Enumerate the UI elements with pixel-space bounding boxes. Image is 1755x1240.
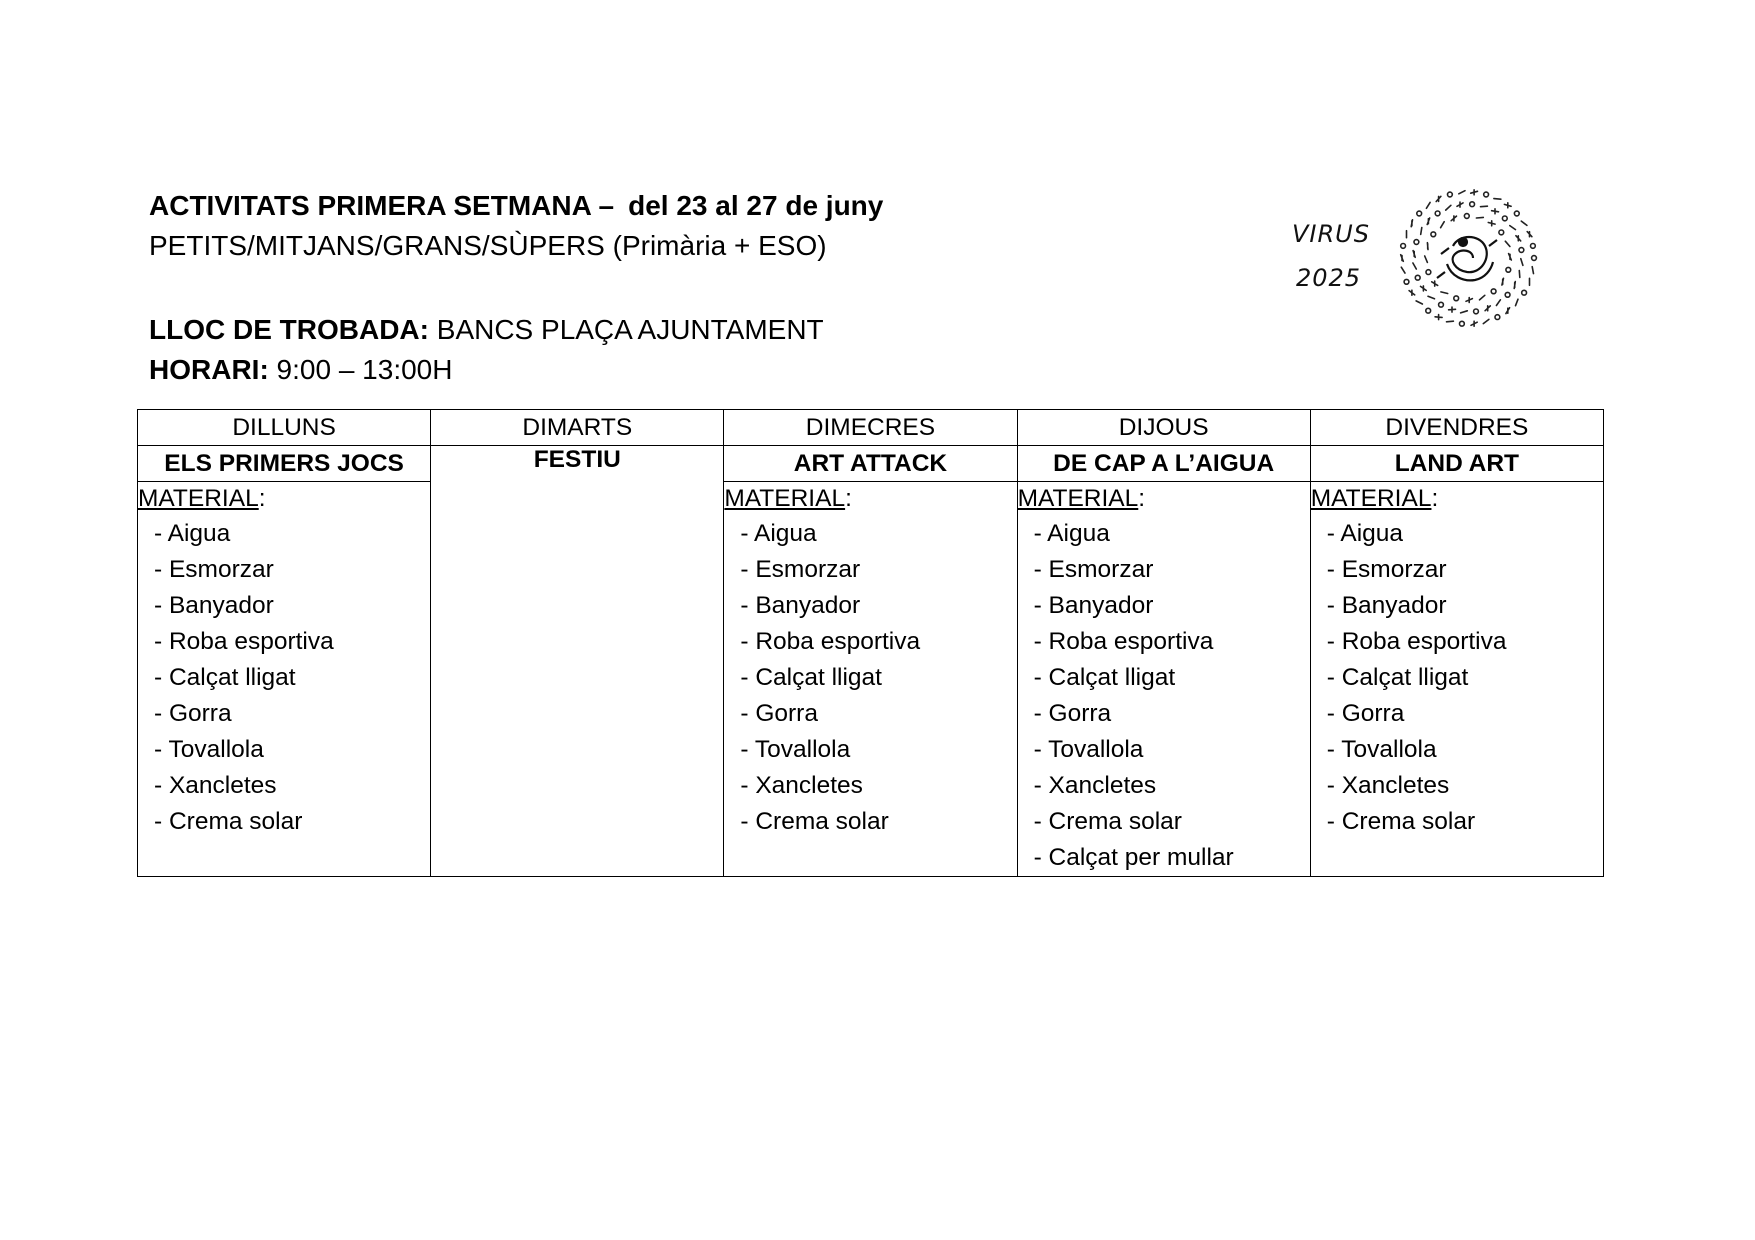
- logo-doodle-mark: [1474, 309, 1479, 314]
- material-label: MATERIAL: [1017, 485, 1139, 512]
- schedule-hours-label: HORARI:: [149, 354, 269, 385]
- logo-doodle-mark: [1415, 275, 1420, 280]
- material-colon: :: [1138, 485, 1146, 512]
- material-item: - Calçat lligat: [1033, 664, 1176, 691]
- logo-doodle-mark: [1499, 230, 1504, 235]
- activity-dijous: DE CAP A L’AIGUA: [1017, 446, 1310, 482]
- material-item: - Calçat lligat: [1326, 664, 1469, 691]
- logo-doodle-mark: [1427, 218, 1430, 225]
- logo-doodle-mark: [1480, 295, 1485, 300]
- logo-doodle-mark: [1476, 217, 1483, 218]
- logo-doodle-mark: [1521, 259, 1523, 266]
- material-list-divendres: [1311, 516, 1603, 840]
- material-item: - Aigua: [740, 520, 817, 547]
- logo-doodle-mark: [1421, 286, 1427, 291]
- materials-cell-dilluns: [138, 482, 431, 877]
- material-item: - Esmorzar: [154, 556, 274, 583]
- logo-doodle-mark: [1425, 256, 1428, 262]
- logo-doodle-mark: [1451, 216, 1456, 221]
- material-item: - Crema solar: [1326, 808, 1476, 835]
- day-header-dimarts: DIMARTS: [431, 410, 724, 446]
- logo-doodle-mark: [1516, 299, 1519, 306]
- logo-doodle-mark: [1504, 203, 1511, 208]
- material-list-dilluns: [138, 516, 430, 840]
- material-colon: :: [1431, 485, 1439, 512]
- material-item: - Xancletes: [154, 772, 277, 799]
- logo-doodle-mark: [1413, 251, 1415, 258]
- material-list-dijous: [1018, 516, 1310, 876]
- title-dates: del 23 al 27 de juny: [628, 190, 884, 221]
- material-item: - Calçat lligat: [154, 664, 296, 691]
- logo-doodle-mark: [1409, 290, 1415, 295]
- logo-doodle-mark: [1483, 319, 1489, 323]
- logo-doodle-mark: [1495, 315, 1500, 320]
- logo-doodle-mark: [1454, 296, 1459, 301]
- logo-doodle-mark: [1426, 202, 1430, 208]
- material-colon: :: [258, 485, 266, 512]
- logo-doodle-mark: [1404, 279, 1409, 284]
- meeting-place-label: LLOC DE TROBADA:: [149, 314, 429, 345]
- logo-doodle-mark: [1414, 240, 1419, 245]
- logo-doodle-mark: [1459, 191, 1465, 194]
- logo-doodle-mark: [1491, 289, 1496, 294]
- material-item: - Crema solar: [154, 808, 303, 835]
- material-label: MATERIAL: [1310, 485, 1432, 512]
- logo-doodle-mark: [1488, 221, 1495, 226]
- material-item: - Gorra: [1326, 700, 1405, 727]
- material-item: - Aigua: [154, 520, 231, 547]
- meeting-place-line: [149, 310, 824, 350]
- day-header-dijous: DIJOUS: [1017, 410, 1310, 446]
- materials-row: [138, 482, 1604, 877]
- material-item: - Tovallola: [154, 736, 264, 763]
- virus-logo: [1290, 180, 1560, 330]
- logo-doodle-mark: [1502, 278, 1504, 285]
- logo-doodle-mark: [1457, 202, 1463, 207]
- logo-doodle-mark: [1521, 221, 1527, 225]
- material-item: - Gorra: [154, 700, 232, 727]
- spiral-doodle-logo-icon: [1393, 184, 1543, 332]
- logo-doodle-mark: [1527, 232, 1532, 237]
- material-item: - Tovallola: [1326, 736, 1437, 763]
- logo-doodle-mark: [1471, 190, 1478, 195]
- activities-row: [138, 446, 1604, 482]
- logo-text-line1: VIRUS: [1292, 220, 1370, 248]
- logo-doodle-mark: [1506, 267, 1511, 272]
- logo-doodle-mark: [1510, 226, 1516, 230]
- material-item: - Roba esportiva: [154, 628, 334, 655]
- material-item: - Esmorzar: [1326, 556, 1447, 583]
- logo-doodle-mark: [1484, 192, 1489, 197]
- material-item: - Banyador: [740, 592, 861, 619]
- logo-doodle-mark: [1532, 267, 1533, 274]
- materials-cell-dimecres: [724, 482, 1017, 877]
- logo-doodle-mark: [1446, 205, 1451, 210]
- activity-dimarts-festiu: FESTIU: [431, 446, 724, 877]
- logo-doodle-mark: [1431, 232, 1436, 237]
- materials-cell-dijous: [1017, 482, 1310, 877]
- logo-doodle-mark: [1514, 282, 1515, 289]
- logo-doodle-mark: [1432, 281, 1438, 286]
- logo-doodle-mark: [1427, 243, 1428, 250]
- logo-doodle-mark: [1411, 220, 1412, 227]
- logo-doodle-mark: [1421, 228, 1422, 235]
- day-header-dilluns: DILLUNS: [138, 410, 431, 446]
- logo-doodle-mark: [1441, 292, 1448, 294]
- logo-doodle-mark: [1448, 192, 1453, 197]
- material-item: - Banyador: [1326, 592, 1447, 619]
- logo-doodle-mark: [1502, 216, 1507, 221]
- logo-doodle-mark: [1519, 271, 1520, 278]
- material-item: - Crema solar: [1033, 808, 1182, 835]
- logo-doodle-mark: [1492, 209, 1499, 214]
- weekly-schedule-table: [137, 409, 1604, 877]
- logo-doodle-mark: [1505, 292, 1510, 297]
- material-item: - Esmorzar: [1033, 556, 1154, 583]
- logo-doodle-mark: [1506, 308, 1510, 314]
- material-item: - Roba esportiva: [740, 628, 921, 655]
- logo-doodle-mark: [1460, 321, 1465, 326]
- logo-doodle-mark: [1401, 267, 1405, 273]
- schedule-hours-value: 9:00 – 13:00H: [268, 354, 453, 385]
- logo-doodle-mark: [1447, 321, 1454, 322]
- logo-doodle-mark: [1461, 311, 1468, 313]
- logo-doodle-mark: [1466, 298, 1472, 303]
- material-item: - Xancletes: [1033, 772, 1157, 799]
- material-item: - Banyador: [1033, 592, 1154, 619]
- logo-doodle-mark: [1496, 300, 1500, 306]
- logo-doodle-mark: [1481, 206, 1488, 207]
- document-title-line: [149, 186, 883, 226]
- meeting-place-value: BANCS PLAÇA AJUNTAMENT: [428, 314, 824, 345]
- logo-doodle-mark: [1426, 308, 1431, 313]
- logo-doodle-mark: [1509, 254, 1512, 260]
- activity-dimecres: ART ATTACK: [724, 446, 1017, 482]
- logo-doodle-mark: [1485, 306, 1490, 311]
- activity-divendres: LAND ART: [1310, 446, 1603, 482]
- material-item: - Gorra: [1033, 700, 1112, 727]
- meeting-info: [149, 310, 824, 390]
- material-label: MATERIAL: [724, 485, 846, 512]
- day-header-divendres: DIVENDRES: [1310, 410, 1603, 446]
- logo-doodle-mark: [1516, 236, 1521, 241]
- logo-doodle-mark: [1435, 211, 1440, 216]
- logo-doodle-mark: [1470, 202, 1475, 207]
- document-title: ACTIVITATS PRIMERA SETMANA –: [149, 190, 615, 221]
- schedule-hours-line: [149, 350, 824, 390]
- materials-cell-divendres: [1310, 482, 1603, 877]
- logo-doodle-mark: [1413, 263, 1416, 269]
- logo-doodle-mark: [1532, 256, 1537, 261]
- logo-doodle-mark: [1519, 248, 1524, 253]
- heading-block: [149, 186, 883, 266]
- material-item: - Roba esportiva: [1033, 628, 1214, 655]
- logo-doodle-mark: [1401, 255, 1404, 262]
- logo-doodle-mark: [1436, 196, 1441, 201]
- logo-doodle-mark: [1471, 321, 1477, 326]
- material-colon: :: [845, 485, 852, 512]
- logo-doodle-mark: [1428, 296, 1435, 299]
- groups-subtitle: PETITS/MITJANS/GRANS/SÙPERS (Primària + ESO): [149, 230, 827, 261]
- material-item: - Tovallola: [740, 736, 851, 763]
- material-item: - Banyador: [154, 592, 274, 619]
- material-item: - Aigua: [1033, 520, 1110, 547]
- logo-doodle-mark: [1401, 244, 1406, 249]
- day-header-dimecres: DIMECRES: [724, 410, 1017, 446]
- material-label: MATERIAL: [138, 485, 259, 512]
- logo-doodle-mark: [1435, 315, 1442, 320]
- material-item: - Calçat per mullar: [1033, 844, 1234, 871]
- material-item: - Esmorzar: [740, 556, 861, 583]
- logo-doodle-mark: [1417, 211, 1422, 216]
- logo-doodle-mark: [1416, 301, 1422, 304]
- material-item: - Xancletes: [740, 772, 863, 799]
- material-list-dimecres: [724, 516, 1016, 840]
- logo-doodle-mark: [1514, 211, 1519, 216]
- material-item: - Crema solar: [740, 808, 889, 835]
- material-item: - Calçat lligat: [740, 664, 882, 691]
- material-item: - Aigua: [1326, 520, 1404, 547]
- logo-doodle-mark: [1531, 244, 1536, 249]
- logo-doodle-mark: [1426, 270, 1431, 275]
- logo-doodle-mark: [1505, 241, 1510, 246]
- material-item: - Gorra: [740, 700, 818, 727]
- logo-doodle-mark: [1494, 199, 1501, 200]
- activity-dilluns: ELS PRIMERS JOCS: [138, 446, 431, 482]
- logo-doodle-mark: [1522, 290, 1527, 295]
- logo-text-line2: 2025: [1296, 264, 1362, 292]
- days-header-row: [138, 410, 1604, 446]
- logo-doodle-mark: [1439, 302, 1444, 307]
- logo-doodle-mark: [1464, 214, 1469, 219]
- material-item: - Tovallola: [1033, 736, 1144, 763]
- material-item: - Xancletes: [1326, 772, 1450, 799]
- logo-doodle-mark: [1449, 307, 1456, 312]
- logo-doodle-mark: [1441, 222, 1445, 228]
- material-item: - Roba esportiva: [1326, 628, 1507, 655]
